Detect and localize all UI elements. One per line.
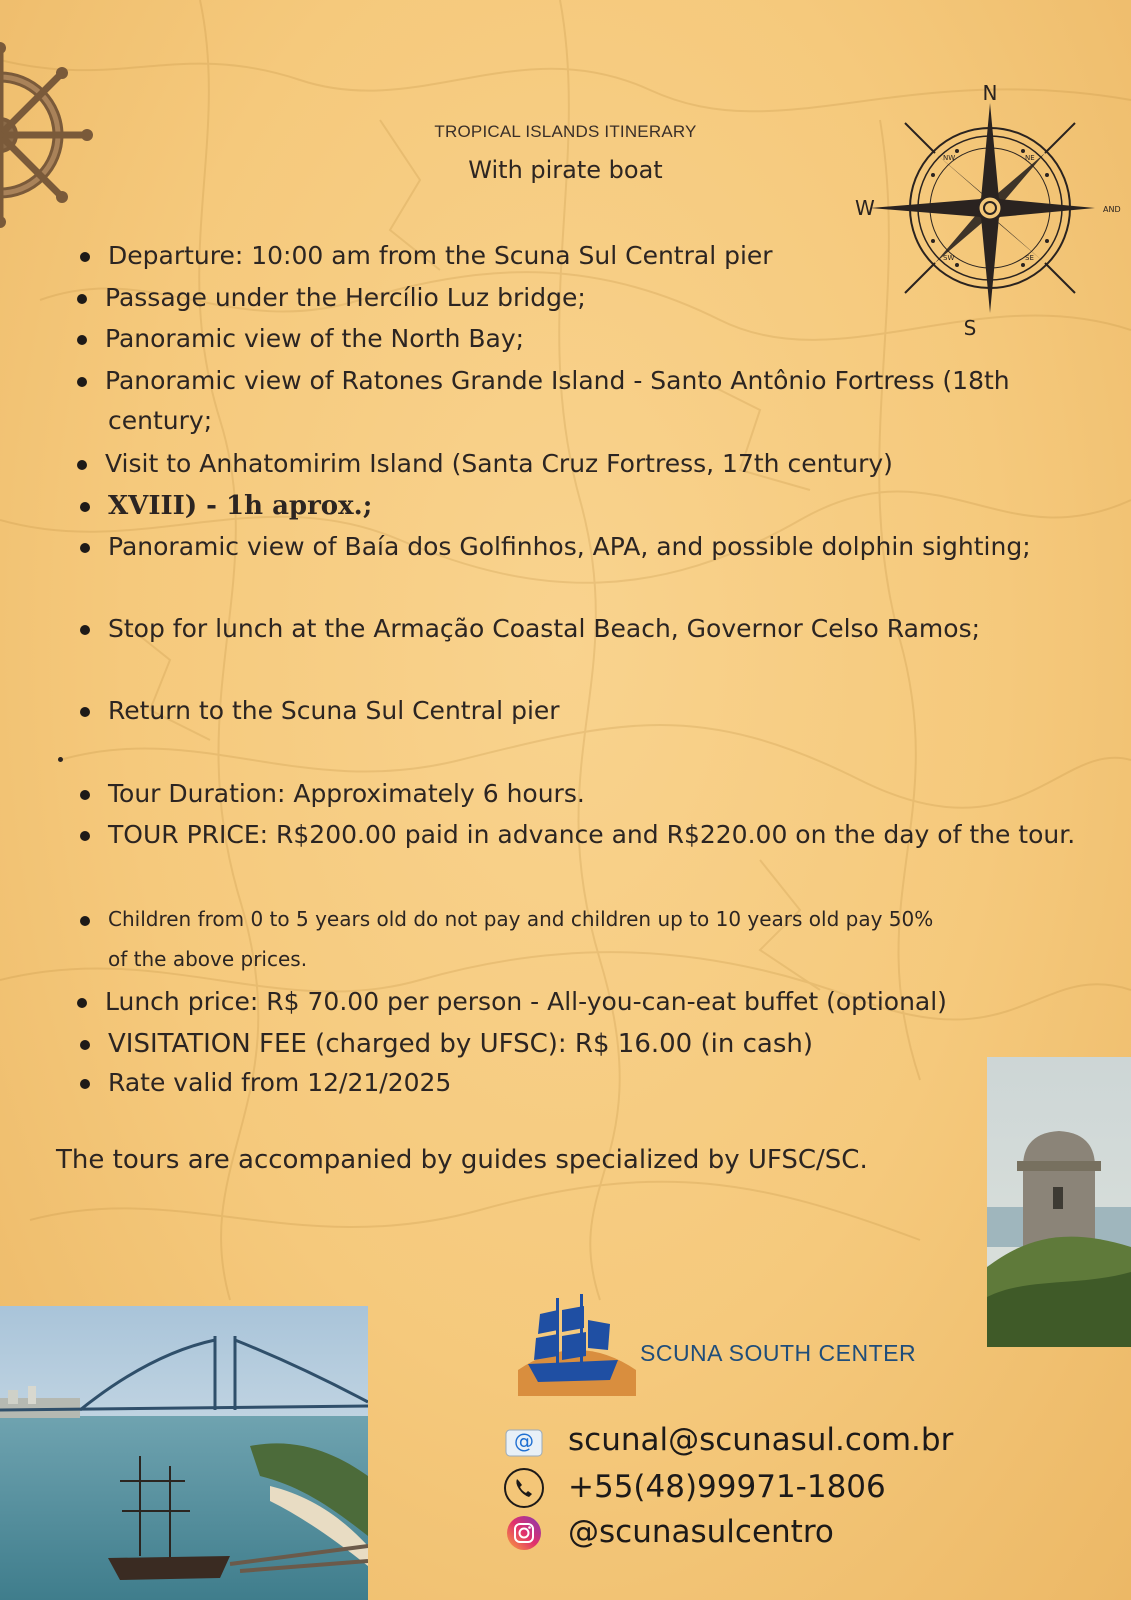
list-item-children-continued: of the above prices.	[108, 947, 308, 971]
list-item-xviii: XVIII) - 1h aprox.;	[108, 486, 1068, 526]
list-item-rate-valid: Rate valid from 12/21/2025	[108, 1063, 1068, 1103]
compass-south-label: S	[963, 316, 977, 340]
list-item-return: Return to the Scuna Sul Central pier	[108, 691, 1068, 731]
list-item-duration: Tour Duration: Approximately 6 hours.	[108, 774, 1068, 814]
bridge-and-ship-photo	[0, 1306, 368, 1600]
compass-east-label: AND	[1103, 205, 1121, 214]
svg-text:@: @	[514, 1429, 534, 1453]
fortress-tower-photo	[987, 1057, 1131, 1347]
list-item-departure: Departure: 10:00 am from the Scuna Sul Central pier	[108, 236, 1068, 276]
list-item-bridge: Passage under the Hercílio Luz bridge;	[105, 278, 1065, 318]
compass-sw-label: SW	[943, 254, 955, 262]
phone-text[interactable]: +55(48)99971-1806	[568, 1469, 886, 1505]
contact-instagram[interactable]	[503, 1510, 1063, 1556]
instagram-icon	[503, 1512, 545, 1554]
list-item-ratones-continued: century;	[108, 406, 213, 435]
stray-dot	[58, 757, 63, 762]
email-text[interactable]: scunal@scunasul.com.br	[568, 1422, 954, 1458]
phone-icon	[503, 1467, 545, 1509]
list-item-children: Children from 0 to 5 years old do not pay and children up to 10 years old pay 50%	[108, 900, 1068, 938]
compass-west-label: W	[855, 196, 875, 220]
list-item-north-bay: Panoramic view of the North Bay;	[105, 319, 1065, 359]
list-item-visitation-fee: VISITATION FEE (charged by UFSC): R$ 16.00 (in cash)	[108, 1024, 1068, 1064]
list-item-anhatomirim: Visit to Anhatomirim Island (Santa Cruz Fortress, 17th century)	[105, 444, 1065, 484]
page-subtitle: With pirate boat	[468, 156, 663, 184]
compass-se-label: SE	[1025, 254, 1034, 262]
list-item-golfinhos: Panoramic view of Baía dos Golfinhos, APA, and possible dolphin sighting;	[108, 527, 1068, 567]
instagram-text[interactable]: @scunasulcentro	[568, 1514, 834, 1550]
compass-north-label: N	[982, 81, 998, 105]
list-item-ratones: Panoramic view of Ratones Grande Island - Santo Antônio Fortress (18th	[105, 361, 1065, 401]
email-icon	[503, 1420, 545, 1462]
list-item-lunch-price: Lunch price: R$ 70.00 per person - All-you-can-eat buffet (optional)	[105, 982, 1065, 1022]
contact-email[interactable]	[503, 1418, 1063, 1464]
brand-name: SCUNA SOUTH CENTER	[640, 1340, 917, 1366]
contact-phone[interactable]	[503, 1465, 1063, 1511]
compass-ne-label: NE	[1025, 154, 1035, 162]
list-item-lunch-stop: Stop for lunch at the Armação Coastal Beach, Governor Celso Ramos;	[108, 609, 1068, 649]
page-title: TROPICAL ISLANDS ITINERARY	[434, 122, 697, 141]
list-item-price: TOUR PRICE: R$200.00 paid in advance and R$220.00 on the day of the tour.	[108, 815, 1068, 855]
sailing-ship-logo-icon	[518, 1290, 636, 1396]
guides-note: The tours are accompanied by guides specialized by UFSC/SC.	[56, 1145, 868, 1175]
compass-nw-label: NW	[943, 154, 956, 162]
